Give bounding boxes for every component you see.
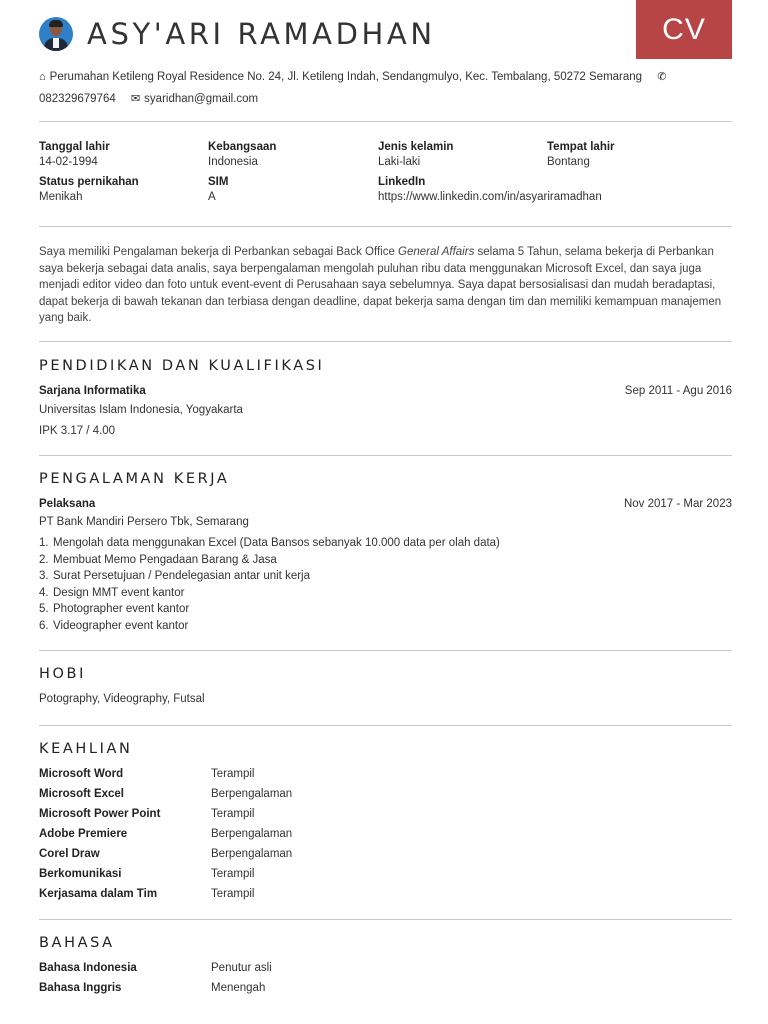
summary-italic: General Affairs	[398, 246, 475, 258]
section-title-hobbies: HOBI	[39, 666, 86, 682]
phone-text[interactable]: 082329679764	[39, 93, 116, 105]
envelope-icon: ✉	[130, 93, 141, 105]
skill-row: Corel Draw Berpengalaman	[39, 848, 293, 860]
language-row: Bahasa Inggris Menengah	[39, 982, 266, 994]
company: PT Bank Mandiri Persero Tbk, Semarang	[39, 516, 249, 528]
education-period: Sep 2011 - Agu 2016	[624, 385, 732, 397]
list-item: 1. Mengolah data menggunakan Excel (Data Bansos sebanyak 10.000 data per olah data)	[39, 537, 500, 549]
info-value: Bontang	[547, 156, 590, 168]
info-label: LinkedIn	[378, 176, 426, 188]
school: Universitas Islam Indonesia, Yogyakarta	[39, 404, 243, 416]
divider	[39, 455, 732, 456]
info-label: SIM	[208, 176, 229, 188]
info-label: Tanggal lahir	[39, 141, 110, 153]
info-value: A	[208, 191, 216, 203]
info-value: Indonesia	[208, 156, 258, 168]
education-entry	[39, 385, 732, 397]
info-label: Kebangsaan	[208, 141, 277, 153]
divider	[39, 725, 732, 726]
home-icon: ⌂	[39, 71, 46, 83]
contact-info	[39, 66, 679, 110]
divider	[39, 341, 732, 342]
divider	[39, 226, 732, 227]
address-text: Perumahan Ketileng Royal Residence No. 24, Jl. Ketileng Indah, Sendangmulyo, Kec. Tembalang, 50272 Semarang	[49, 71, 643, 83]
skill-row: Microsoft Power Point Terampil	[39, 808, 255, 820]
divider	[39, 919, 732, 920]
list-item: 4. Design MMT event kantor	[39, 586, 185, 599]
divider	[39, 650, 732, 651]
profile-summary: Saya memiliki Pengalaman bekerja di Perbankan sebagai Back Office General Affairs selama 5 Tahun, selama bekerja di Perbankan saya bekerja sebagai data analis, saya berpengalaman mengolah puluhan ribu data menggunakan Microsoft Excel, dan saya juga menjadi editor video dan foto untuk event-event di Perusahaan saya sebelumnya. Saya dapat bersosialisasi dan mudah beradaptasi, dapat bekerja di bawah tekanan dan terbiasa dengan deadline, dapat bekerja sama dengan tim dan memiliki kemampuan manajemen yang baik.	[39, 246, 722, 324]
job-role: Pelaksana	[39, 498, 96, 510]
phone-icon: ✆	[657, 71, 667, 83]
section-title-skills: KEAHLIAN	[39, 741, 133, 757]
language-row: Bahasa Indonesia Penutur asli	[39, 962, 272, 974]
divider	[39, 121, 732, 122]
list-item: 5. Photographer event kantor	[39, 603, 190, 615]
experience-period: Nov 2017 - Mar 2023	[623, 498, 732, 510]
linkedin-link[interactable]: https://www.linkedin.com/in/asyariramadhan	[378, 191, 602, 203]
gpa: IPK 3.17 / 4.00	[39, 425, 116, 437]
skill-row: Berkomunikasi Terampil	[39, 868, 255, 880]
info-value: Menikah	[39, 191, 83, 203]
experience-entry	[39, 498, 732, 510]
task-list	[39, 535, 500, 634]
skill-row: Kerjasama dalam Tim Terampil	[39, 888, 255, 900]
info-label: Tempat lahir	[547, 141, 615, 153]
skill-row: Microsoft Word Terampil	[39, 768, 255, 780]
section-title-experience: PENGALAMAN KERJA	[39, 471, 230, 487]
info-value: Laki-laki	[378, 156, 421, 168]
hobbies-text: Potography, Videography, Futsal	[39, 693, 205, 705]
info-label: Jenis kelamin	[378, 141, 454, 153]
list-item: 6. Videographer event kantor	[39, 619, 189, 632]
avatar	[39, 17, 73, 51]
cv-badge: CV	[636, 0, 732, 59]
list-item: 3. Surat Persetujuan / Pendelegasian antar unit kerja	[39, 570, 310, 582]
section-title-education: PENDIDIKAN DAN KUALIFIKASI	[39, 358, 325, 374]
degree: Sarjana Informatika	[39, 385, 146, 397]
email-link[interactable]: syaridhan@gmail.com	[144, 93, 259, 105]
section-title-languages: BAHASA	[39, 935, 115, 951]
list-item: 2. Membuat Memo Pengadaan Barang & Jasa	[39, 553, 277, 566]
header	[39, 17, 436, 51]
info-value: 14-02-1994	[39, 156, 98, 168]
skill-row: Microsoft Excel Berpengalaman	[39, 788, 293, 800]
candidate-name: ASY'ARI RAMADHAN	[87, 17, 436, 51]
info-label: Status pernikahan	[39, 176, 139, 188]
skill-row: Adobe Premiere Berpengalaman	[39, 828, 293, 840]
